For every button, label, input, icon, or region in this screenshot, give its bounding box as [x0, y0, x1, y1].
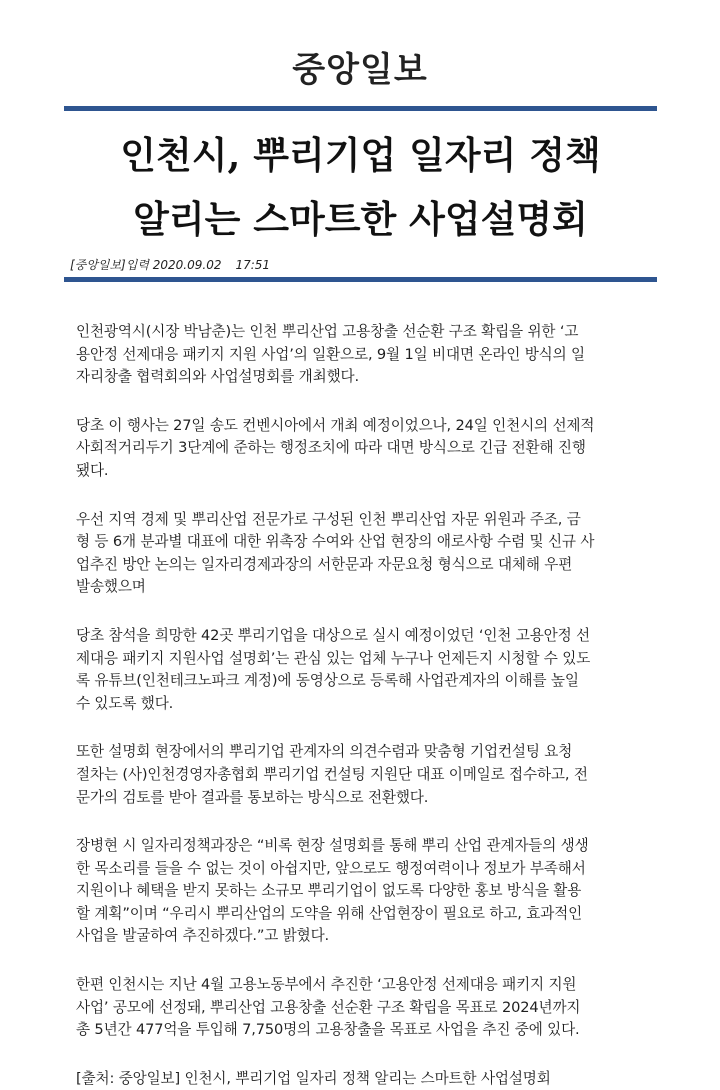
article-paragraph [76, 415, 646, 483]
paragraph-line: 지원이나 혜택을 받지 못하는 소규모 뿌리기업이 없도록 다양한 홍보 방식을 활용 [76, 882, 582, 900]
byline-time: 17:51 [235, 258, 271, 272]
byline-label: 입력 [125, 258, 149, 272]
byline-source: [중앙일보] [70, 258, 126, 272]
paragraph-line: 문가의 검토를 받아 결과를 통보하는 방식으로 전환했다. [76, 788, 429, 806]
paragraph-line: 절차는 (사)인천경영자총협회 뿌리기업 컨설팅 지원단 대표 이메일로 접수하고, 전 [76, 765, 588, 783]
paragraph-line: 업추진 방안 논의는 일자리경제과장의 서한문과 자문요청 형식으로 대체해 우편 [76, 555, 573, 573]
paragraph-line: 발송했으며 [76, 578, 146, 596]
article-paragraph [76, 321, 646, 389]
byline-date: 2020.09.02 [152, 258, 222, 272]
paragraph-line: 당초 이 행사는 27일 송도 컨벤시아에서 개최 예정이었으나, 24일 인천시의 선제적 [76, 416, 595, 434]
paragraph-line: 록 유튜브(인천테크노파크 계정)에 동영상으로 등록해 사업관계자의 이해를 높일 [76, 672, 579, 690]
article-paragraph [76, 509, 646, 599]
paragraph-line: 됐다. [76, 461, 109, 479]
paragraph-line: 우선 지역 경제 및 뿌리산업 전문가로 구성된 인천 뿌리산업 자문 위원과 주조, 금 [76, 510, 581, 528]
paragraph-line: 제대응 패키지 지원사업 설명회’는 관심 있는 업체 누구나 언제든지 시청할 수 있도 [76, 649, 591, 667]
article-paragraph [76, 974, 646, 1042]
paragraph-line: 한편 인천시는 지난 4월 고용노동부에서 추진한 ‘고용안정 선제대응 패키지 지원 [76, 976, 577, 994]
newspaper-logo: 중앙일보 [292, 50, 428, 90]
article-body [76, 321, 646, 1090]
paragraph-line: 총 5년간 477억을 투입해 7,750명의 고용창출을 목표로 사업을 추진 중에 있다. [76, 1021, 580, 1039]
paragraph-line: 용안정 선제대응 패키지 지원 사업’의 일환으로, 9월 1일 비대면 온라인 방식의 일 [76, 345, 586, 363]
paragraph-line: 수 있도록 했다. [76, 694, 174, 712]
article-paragraph [76, 741, 646, 809]
paragraph-line: 장병현 시 일자리정책과장은 “비록 현장 설명회를 통해 뿌리 산업 관계자들의 생생 [76, 837, 589, 855]
headline-line-1: 인천시, 뿌리기업 일자리 정책 [120, 133, 601, 177]
paragraph-line: 자리창출 협력회의와 사업설명회를 개최했다. [76, 368, 359, 386]
paragraph-line: 사업’ 공모에 선정돼, 뿌리산업 고용창출 선순환 구조 확립을 목표로 2024년까지 [76, 998, 581, 1016]
byline [70, 256, 270, 273]
paragraph-line: 할 계획”이며 “우리시 뿌리산업의 도약을 위해 산업현장이 필요로 하고, 효과적인 [76, 904, 583, 922]
header-divider-bottom [64, 277, 657, 282]
paragraph-line: 형 등 6개 분과별 대표에 대한 위촉장 수여와 산업 현장의 애로사항 수렴 및 신규 사 [76, 533, 595, 551]
article-paragraph [76, 625, 646, 715]
article-source-note: [출처: 중앙일보] 인천시, 뿌리기업 일자리 정책 알리는 스마트한 사업설명회 [76, 1069, 551, 1087]
paragraph-line: 사회적거리두기 3단계에 준하는 행정조치에 따라 대면 방식으로 긴급 전환해 진행 [76, 439, 586, 457]
paragraph-line: 당초 참석을 희망한 42곳 뿌리기업을 대상으로 실시 예정이었던 ‘인천 고용안정 선 [76, 626, 590, 644]
paragraph-line: 사업을 발굴하여 추진하겠다.”고 밝혔다. [76, 927, 330, 945]
headline-line-2: 알리는 스마트한 사업설명회 [133, 197, 588, 241]
header-divider-top [64, 106, 657, 111]
paragraph-line: 인천광역시(시장 박남춘)는 인천 뿌리산업 고용창출 선순환 구조 확립을 위한 ‘고 [76, 323, 579, 340]
paragraph-line: 또한 설명회 현장에서의 뿌리기업 관계자의 의견수렴과 맞춤형 기업컨설팅 요청 [76, 743, 573, 761]
paragraph-line: 한 목소리를 들을 수 없는 것이 아쉽지만, 앞으로도 행정여력이나 정보가 부족해서 [76, 859, 586, 877]
article-paragraph [76, 835, 646, 948]
